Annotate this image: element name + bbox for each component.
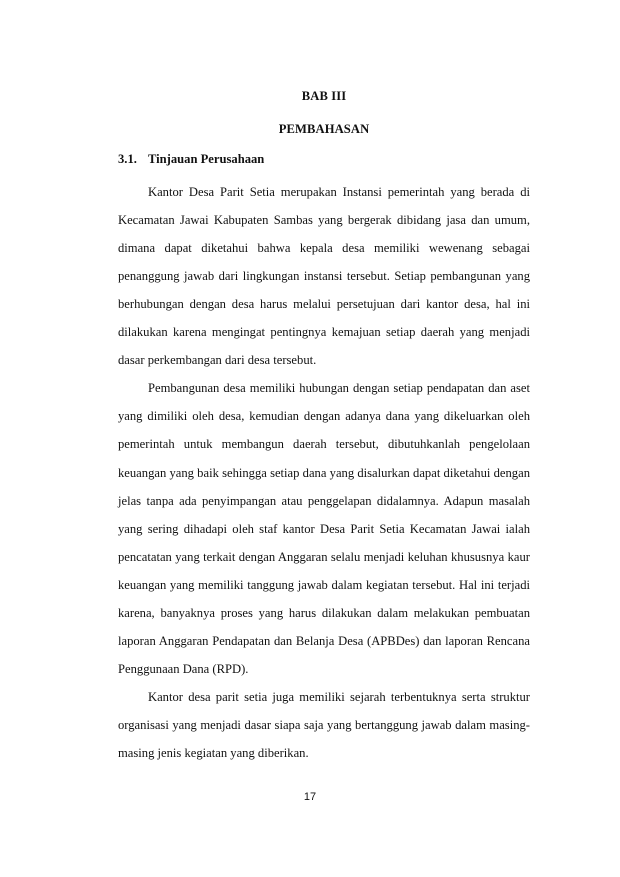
paragraph-2-line-6: yang sering dihadapi oleh staf kantor Desa Parit Setia Kecamatan Jawai ialah <box>118 522 530 536</box>
paragraph-2-line-3: pemerintah untuk membangun daerah tersebut, dibutuhkanlah pengelolaan <box>118 437 530 451</box>
paragraph-1-line-4: penanggung jawab dari lingkungan instansi tersebut. Setiap pembangunan yang <box>118 269 530 283</box>
paragraph-1-line-1: Kantor Desa Parit Setia merupakan Instansi pemerintah yang berada di <box>148 185 530 199</box>
paragraph-3-line-1: Kantor desa parit setia juga memiliki sejarah terbentuknya serta struktur <box>148 690 530 704</box>
subsection-number: 3.1. <box>118 152 137 166</box>
subsection-title: Tinjauan Perusahaan <box>148 152 265 166</box>
paragraph-2-line-4: keuangan yang baik sehingga setiap dana yang disalurkan dapat diketahui dengan <box>118 466 530 480</box>
paragraph-3-line-3: masing jenis kegiatan yang diberikan. <box>118 746 309 760</box>
paragraph-2-line-8: keuangan yang memiliki tanggung jawab dalam kegiatan tersebut. Hal ini terjadi <box>118 578 530 592</box>
paragraph-1-line-6: dilakukan karena mengingat pentingnya kemajuan setiap daerah yang menjadi <box>118 325 530 339</box>
paragraph-2-line-10: laporan Anggaran Pendapatan dan Belanja Desa (APBDes) dan laporan Rencana <box>118 634 530 648</box>
paragraph-1-line-3: dimana dapat diketahui bahwa kepala desa memiliki wewenang sebagai <box>118 241 530 255</box>
paragraph-2-line-1: Pembangunan desa memiliki hubungan dengan setiap pendapatan dan aset <box>148 381 530 395</box>
paragraph-2-line-7: pencatatan yang terkait dengan Anggaran selalu menjadi keluhan khususnya kaur <box>118 550 530 564</box>
subsection-heading <box>118 151 264 167</box>
paragraph-3-line-2: organisasi yang menjadi dasar siapa saja yang bertanggung jawab dalam masing- <box>118 718 530 732</box>
paragraph-2-line-9: karena, banyaknya proses yang harus dilakukan dalam melakukan pembuatan <box>118 606 530 620</box>
paragraph-1-line-5: berhubungan dengan desa harus melalui persetujuan dari kantor desa, hal ini <box>118 297 530 311</box>
chapter-label: BAB III <box>301 89 347 103</box>
chapter-title: PEMBAHASAN <box>278 122 370 136</box>
paragraph-1-line-2: Kecamatan Jawai Kabupaten Sambas yang bergerak dibidang jasa dan umum, <box>118 213 530 227</box>
paragraph-2-line-5: jelas tanpa ada penyimpangan atau penggelapan didalamnya. Adapun masalah <box>118 494 530 508</box>
paragraph-1-line-7: dasar perkembangan dari desa tersebut. <box>118 353 317 367</box>
page-number: 17 <box>303 791 317 803</box>
paragraph-2-line-2: yang dimiliki oleh desa, kemudian dengan adanya dana yang dikeluarkan oleh <box>118 409 530 423</box>
paragraph-2-line-11: Penggunaan Dana (RPD). <box>118 662 249 676</box>
